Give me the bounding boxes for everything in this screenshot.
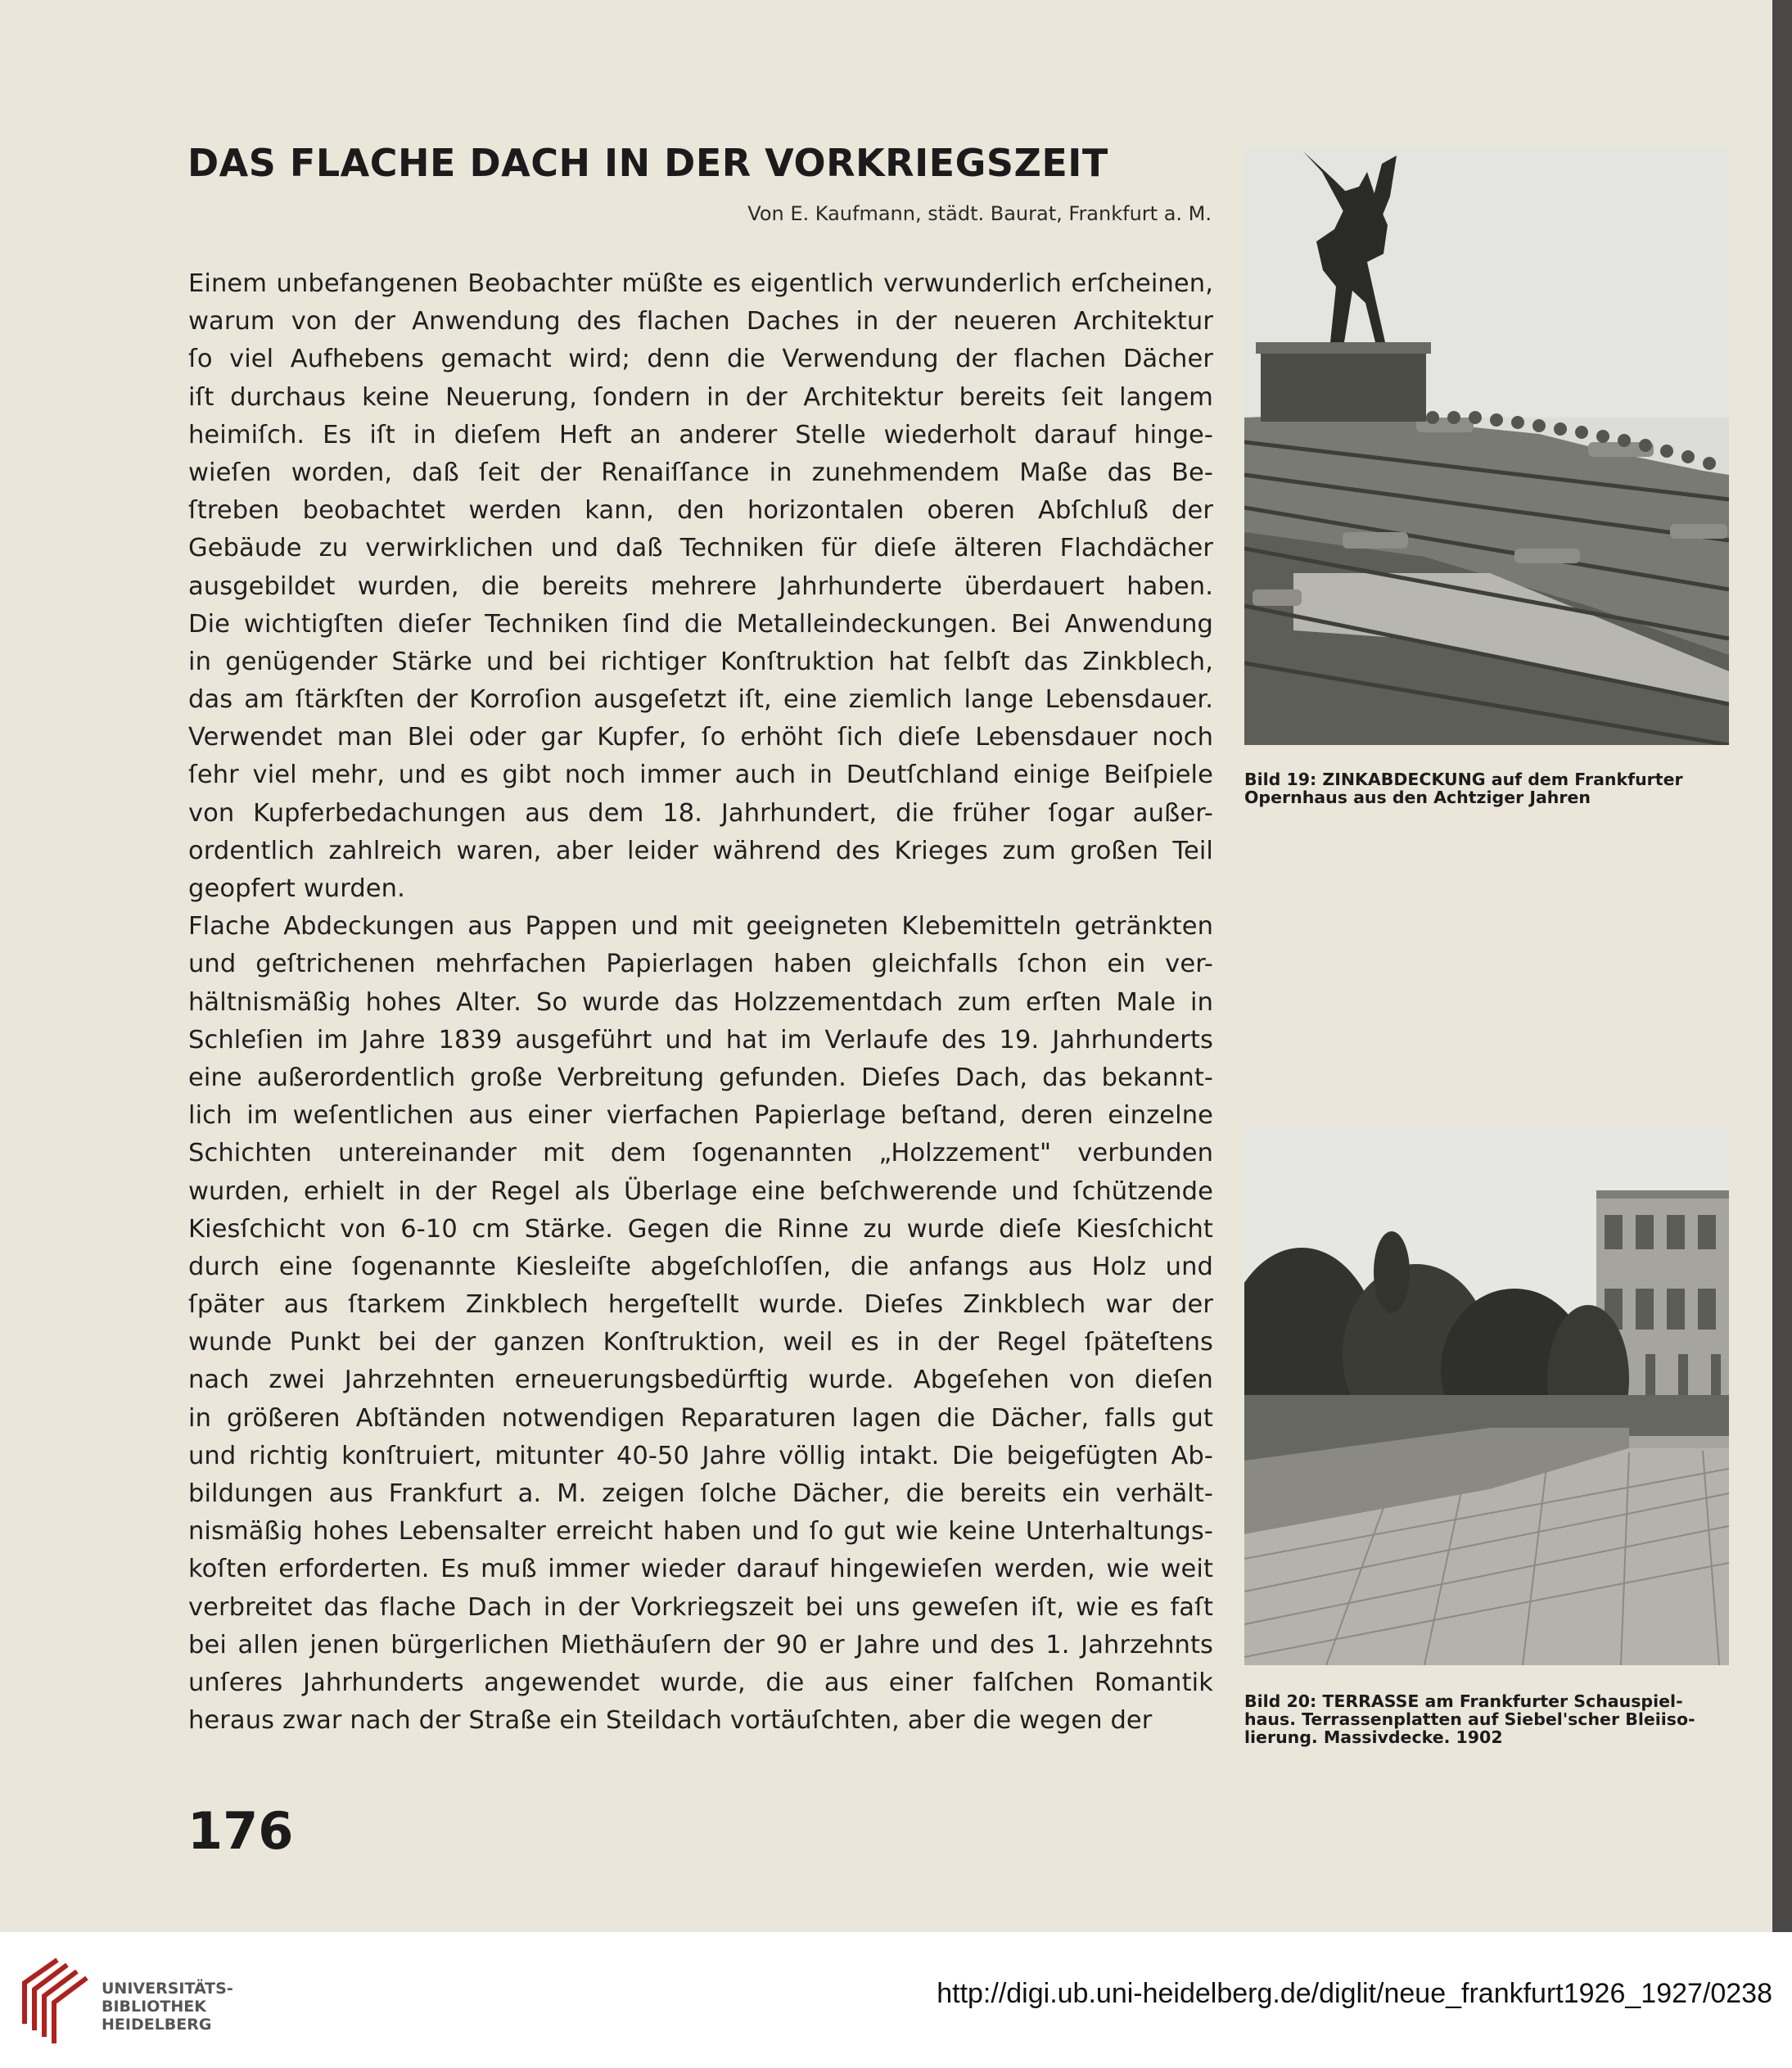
library-logo-icon <box>18 1957 88 2047</box>
body-line: iſt durchaus keine Neuerung, ſondern in der Architektur bereits ſeit langem <box>188 382 1213 412</box>
body-line: geopfert wurden. <box>188 874 405 903</box>
figure-19-photo <box>1244 147 1729 745</box>
body-line: hältnismäßig hohes Alter. So wurde das Holzzementdach zum erſten Male in <box>188 987 1213 1017</box>
body-line: von Kupferbedachungen aus dem 18. Jahrhundert, die früher ſogar außer- <box>188 798 1213 828</box>
body-line: ſtreben beobachtet werden kann, den horizontalen oberen Abſchluß der <box>188 496 1213 526</box>
figure-19-caption <box>1244 770 1736 806</box>
body-line: nach zwei Jahrzehnten erneuerungsbedürftig wurde. Abgeſehen von dieſen <box>188 1366 1213 1395</box>
body-line: Einem unbefangenen Beobachter müßte es eigentlich verwunderlich erſcheinen, <box>188 269 1213 298</box>
body-line: Kiesſchicht von 6-10 cm Stärke. Gegen die Rinne zu wurde dieſe Kiesſchicht <box>188 1214 1213 1244</box>
body-line: Flache Abdeckungen aus Pappen und mit geeigneten Klebemitteln getränkten <box>188 912 1213 941</box>
body-line: heimiſch. Es iſt in dieſem Heft an anderer Stelle wiederholt darauf hinge- <box>188 420 1213 449</box>
body-line: warum von der Anwendung des flachen Daches in der neueren Architektur <box>188 307 1213 336</box>
body-line: Schichten untereinander mit dem ſogenannten „Holzzement" verbunden <box>188 1139 1213 1168</box>
body-line: durch eine ſogenannte Kiesleiſte abgeſchloſſen, die anfangs aus Holz und <box>188 1252 1213 1281</box>
body-line: bildungen aus Frankfurt a. M. zeigen ſolche Dächer, die bereits ein verhält- <box>188 1479 1213 1508</box>
figure-20-caption-line-1: Bild 20: TERRASSE am Frankfurter Schauspiel- <box>1244 1691 1683 1711</box>
body-line: das am ſtärkſten der Korroſion ausgeſetzt iſt, eine ziemlich lange Lebensdauer. <box>188 685 1213 715</box>
viewer-footer <box>0 1932 1792 2068</box>
body-line: eine außerordentlich große Verbreitung gefunden. Dieſes Dach, das bekannt- <box>188 1063 1213 1092</box>
body-line: Die wichtigſten dieſer Techniken ſind die Metalleindeckungen. Bei Anwendung <box>188 609 1213 639</box>
figure-19-caption-line-1: Bild 19: ZINKABDECKUNG auf dem Frankfurter <box>1244 770 1683 789</box>
library-name-line-3: HEIDELBERG <box>102 2016 212 2034</box>
permalink-url[interactable]: http://digi.ub.uni-heidelberg.de/diglit/neue_frankfurt1926_1927/0238 <box>937 1978 1772 2009</box>
article-title: DAS FLACHE DACH IN DER VORKRIEGSZEIT <box>187 141 1108 185</box>
body-line: heraus zwar nach der Straße ein Steildach vortäuſchten, aber die wegen der <box>188 1706 1153 1736</box>
body-line: in größeren Abſtänden notwendigen Reparaturen lagen die Dächer, falls gut <box>188 1403 1213 1433</box>
body-line: wieſen worden, daß ſeit der Renaiſſance in zunehmendem Maße das Be- <box>188 458 1213 487</box>
body-line: wunde Punkt bei der ganzen Konſtruktion, weil es in der Regel ſpäteſtens <box>188 1328 1213 1357</box>
library-name <box>102 1980 233 2034</box>
body-line: Gebäude zu verwirklichen und daß Techniken für dieſe älteren Flachdächer <box>188 534 1213 563</box>
body-line: ſehr viel mehr, und es gibt noch immer auch in Deutſchland einige Beiſpiele <box>188 761 1213 790</box>
body-line: bei allen jenen bürgerlichen Miethäuſern der 90 er Jahre und des 1. Jahrzehnts <box>188 1630 1213 1659</box>
body-line: lich im weſentlichen aus einer vierfachen Papierlage beſtand, deren einzelne <box>188 1101 1213 1131</box>
body-line: und geſtrichenen mehrfachen Papierlagen haben gleichfalls ſchon ein ver- <box>188 950 1213 979</box>
page-number: 176 <box>187 1801 294 1861</box>
library-name-line-2: BIBLIOTHEK <box>102 1998 206 2016</box>
figure-19-caption-line-2: Opernhaus aus den Achtziger Jahren <box>1244 788 1591 807</box>
body-line: und richtig konſtruiert, mitunter 40-50 Jahre völlig intakt. Die beigefügten Ab- <box>188 1441 1213 1470</box>
body-line: ordentlich zahlreich waren, aber leider während des Krieges zum großen Teil <box>188 836 1213 865</box>
body-line: Schleſien im Jahre 1839 ausgeführt und hat im Verlaufe des 19. Jahrhunderts <box>188 1025 1213 1054</box>
figure-20-caption-line-2: haus. Terrassenplatten auf Siebel'scher Bleiiso- <box>1244 1709 1695 1729</box>
body-line: nismäßig hohes Lebensalter erreicht haben und ſo gut wie keine Unterhaltungs- <box>188 1517 1213 1546</box>
body-line: verbreitet das flache Dach in der Vorkriegszeit bei uns geweſen iſt, wie es faſt <box>188 1592 1213 1622</box>
library-name-line-1: UNIVERSITÄTS- <box>102 1980 233 1998</box>
body-line: koſten erforderten. Es muß immer wieder darauf hingewieſen werden, wie weit <box>188 1555 1213 1584</box>
body-line: in genügender Stärke und bei richtiger Konſtruktion hat ſelbſt das Zinkblech, <box>188 647 1213 676</box>
figure-20-caption <box>1244 1692 1736 1746</box>
figure-20-photo <box>1244 1125 1729 1665</box>
body-line: wurden, erhielt in der Regel als Überlage eine beſchwerende und ſchützende <box>188 1176 1213 1206</box>
body-line: Verwendet man Blei oder gar Kupfer, ſo erhöht ſich dieſe Lebensdauer noch <box>188 723 1213 752</box>
body-line: ausgebildet wurden, die bereits mehrere Jahrhunderte überdauert haben. <box>188 571 1213 601</box>
body-line: ſo viel Aufhebens gemacht wird; denn die Verwendung der flachen Dächer <box>188 345 1213 374</box>
body-line: unſeres Jahrhunderts angewendet wurde, die aus einer falſchen Romantik <box>188 1668 1213 1697</box>
article-body <box>188 265 1213 1740</box>
page-edge-shadow <box>1772 0 1792 1932</box>
body-line: ſpäter aus ſtarkem Zinkblech hergeſtellt wurde. Dieſes Zinkblech war der <box>188 1290 1213 1320</box>
figure-20-caption-line-3: lierung. Massivdecke. 1902 <box>1244 1727 1503 1747</box>
article-byline: Von E. Kaufmann, städt. Baurat, Frankfurt a. M. <box>747 202 1212 225</box>
